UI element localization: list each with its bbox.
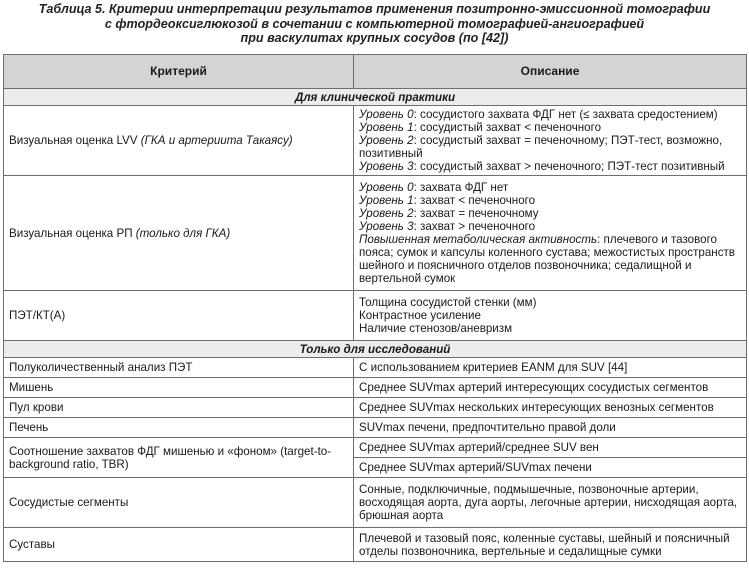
description-cell: Среднее SUVmax нескольких интересующих венозных сегментов xyxy=(354,398,747,418)
table-row xyxy=(4,176,747,291)
description-cell: С использованием критериев EANM для SUV [44] xyxy=(354,358,747,378)
description-cell: Среднее SUVmax артерий/SUVmax печени xyxy=(354,458,747,478)
criterion-cell: ПЭТ/КТ(А) xyxy=(4,291,354,341)
table-row xyxy=(4,418,747,438)
table-row xyxy=(4,358,747,378)
description-cell: SUVmax печени, предпочтительно правой доли xyxy=(354,418,747,438)
criterion-cell: Сосудистые сегменты xyxy=(4,478,354,528)
caption-line-2: с фтордеоксиглюкозой в сочетании с компьютерной томографией-ангиографией xyxy=(104,16,645,31)
section-row-clinical xyxy=(4,89,747,106)
criterion-cell: Печень xyxy=(4,418,354,438)
table-row xyxy=(4,398,747,418)
table-row xyxy=(4,106,747,176)
table-caption xyxy=(0,2,749,46)
criterion-cell: Полуколичественный анализ ПЭТ xyxy=(4,358,354,378)
table-row xyxy=(4,378,747,398)
section-research: Только для исследований xyxy=(4,341,747,358)
criterion-cell: Суставы xyxy=(4,528,354,562)
description-cell: Толщина сосудистой стенки (мм) Контрастное усиление Наличие стенозов/аневризм xyxy=(354,291,747,341)
caption-line-1: Таблица 5. Критерии интерпретации результатов применения позитронно-эмиссионной томографии xyxy=(38,2,711,16)
table-header-row xyxy=(4,55,747,89)
table-row xyxy=(4,438,747,458)
description-cell: Уровень 0: сосудистого захвата ФДГ нет (≤ захвата средостением) Уровень 1: сосудистый захват < печеночного Уровень 2: сосудистый захват = печеночному; ПЭТ-тест, возможно, позитивный Уровень 3: сосудистый захват > печеночного; ПЭТ-тест позитивный xyxy=(354,106,747,176)
table-row xyxy=(4,478,747,528)
description-cell: Плечевой и тазовый пояс, коленные суставы, шейный и поясничный отделы позвоночника, вертельные и седалищные сумки xyxy=(354,528,747,562)
table-row xyxy=(4,528,747,562)
criterion-cell: Мишень xyxy=(4,378,354,398)
criteria-table xyxy=(3,54,747,562)
description-cell: Сонные, подключичные, подмышечные, позвоночные артерии, восходящая аорта, дуга аорты, легочные артерии, нисходящая аорта, брюшная аорта xyxy=(354,478,747,528)
criterion-cell: Визуальная оценка LVV (ГКА и артериита Такаясу) xyxy=(4,106,354,176)
criterion-cell: Соотношение захватов ФДГ мишенью и «фоном» (target-to- background ratio, TBR) xyxy=(4,438,354,478)
table-row xyxy=(4,291,747,341)
description-cell: Среднее SUVmax артерий интересующих сосудистых сегментов xyxy=(354,378,747,398)
section-clinical: Для клинической практики xyxy=(4,89,747,106)
description-cell: Среднее SUVmax артерий/среднее SUV вен xyxy=(354,438,747,458)
section-row-research xyxy=(4,341,747,358)
criterion-cell: Визуальная оценка РП (только для ГКА) xyxy=(4,176,354,291)
caption-line-3: при васкулитах крупных сосудов (по [42]) xyxy=(240,31,509,45)
header-description: Описание xyxy=(354,55,747,89)
criterion-cell: Пул крови xyxy=(4,398,354,418)
description-cell: Уровень 0: захвата ФДГ нет Уровень 1: захват < печеночного Уровень 2: захват = печеночному Уровень 3: захват > печеночного Повышенная метаболическая активность: плечевого и тазового пояса; сумок и капсулы коленного сустава; межостистых пространств шейного и поясничного отделов позвоночника; седалищной и вертельной сумок xyxy=(354,176,747,291)
header-criterion: Критерий xyxy=(4,55,354,89)
